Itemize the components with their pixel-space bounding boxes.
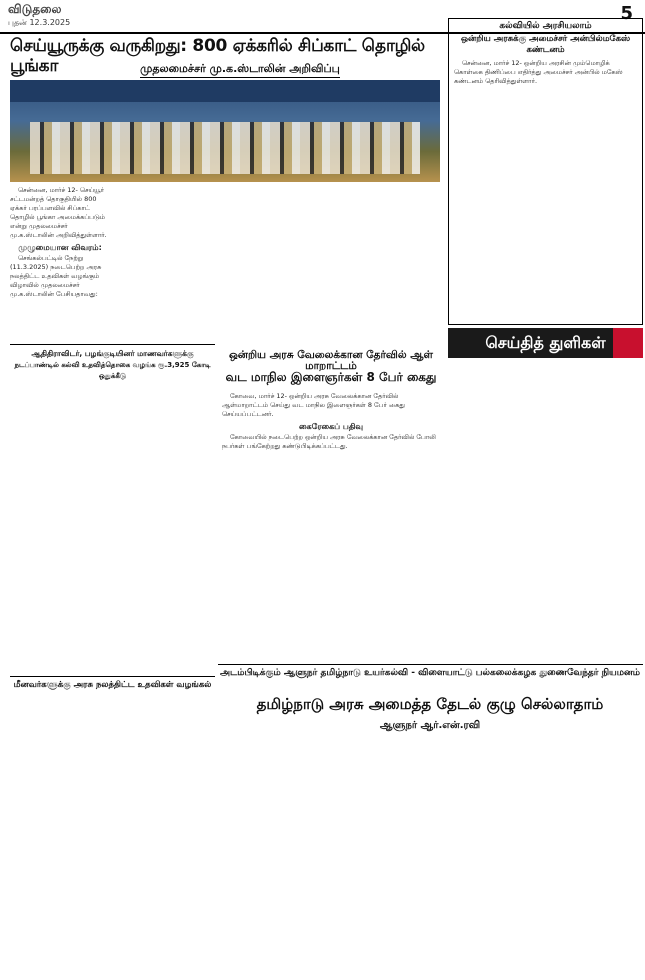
sidebar-paragraph-1: சென்னை, மார்ச் 12- ஒன்றிய அரசின் மும்மொழிக் கொள்கை திணிப்பை எதிர்த்து அமைச்சர் அன்பில் மகேஸ் கண்டனம் தெரிவித்துள்ளார். [454,59,623,85]
article1-paragraph-2: செங்கல்பட்டில் நேற்று (11.3.2025) நடைபெற்ற அரசு நலத்திட்ட உதவிகள் வழங்கும் விழாவில் முதலமைச்சர் மு.க.ஸ்டாலின் பேசியதாவது: [10,254,102,298]
sidebar-body [449,56,642,92]
center-paragraph-2: கோவையில் நடைபெற்ற ஒன்றிய அரசு வேலைக்கான தேர்வில் போலி நபர்கள் பங்கேற்றது கண்டுபிடிக்கப்பட்டது. [222,433,436,450]
divider [10,676,215,677]
article2-headline: ஆதிதிராவிடர், பழங்குடியினர் மாணவர்களுக்கு [31,349,194,358]
event-photo [10,80,440,182]
sidebar-article [448,18,643,325]
stage-banner [10,80,440,102]
center-column [222,392,440,454]
page-number: 5 [620,3,633,24]
article1-column [10,186,110,302]
stage-people [30,122,420,174]
center-subheadline: வட மாநில இளைஞர்கள் 8 பேர் கைது [225,370,437,384]
education-byline: ஆளுநர் ஆர்.என்.ரவி [379,720,481,731]
lead-headline: செய்யூருக்கு வருகிறது: 800 ஏக்கரில் சிப்காட் தொழில் பூங்கா [10,36,425,76]
divider [10,344,215,345]
newspaper-brand: விடுதலை [8,2,62,16]
center-headline: ஒன்றிய அரசு வேலைக்கான தேர்வில் ஆள் மாறாட்டம் [228,349,434,372]
center-subheading: கைரேகைப் பதிவு [298,422,364,431]
news-briefs-banner [448,328,643,358]
sidebar-kicker: கல்வியில் அரசியலாம் [499,21,592,31]
article3-headline: மீனவர்களுக்கு அரசு நலத்திட்ட உதவிகள் வழங்கல் [13,680,212,690]
issue-date: புதன் 12.3.2025 [8,18,71,27]
education-headline: அடம்பிடிக்கும் ஆளுநர் தமிழ்நாடு உயர்கல்வி - விளையாட்டு பல்கலைக்கழக துணைவேந்தர் நியமனம் [220,668,640,678]
news-briefs-label: செய்தித் துளிகள் [485,333,606,352]
divider [218,664,643,665]
center-paragraph-1: கோவை, மார்ச் 12- ஒன்றிய அரசு வேலைக்கான தேர்வில் ஆள்மாறாட்டம் செய்து வட மாநில இளைஞர்கள் 8 பேர் கைது செய்யப்பட்டனர். [222,392,405,418]
article1-subheading: முழுமையான விவரம்: [18,243,102,252]
banner-accent [613,328,643,358]
sidebar-headline: ஒன்றிய அரசுக்கு அமைச்சர் அன்பில்மகேஸ் கண்டனம் [460,34,631,55]
lead-subheadline: முதலமைச்சர் மு.க.ஸ்டாலின் அறிவிப்பு [140,62,340,78]
education-big-headline: தமிழ்நாடு அரசு அமைத்த தேடல் குழு செல்லாதாம் [256,695,604,713]
article2-subheadline: நடப்பாண்டில் கல்வி உதவித்தொகை வழங்க ரூ.3,925 கோடி ஒதுக்கீடு [14,361,211,380]
article1-paragraph-1: சென்னை, மார்ச் 12- செய்யூர் சட்டமன்றத் தொகுதியில் 800 ஏக்கர் பரப்பளவில் சிப்காட் தொழில் பூங்கா அமைக்கப்படும் என்று முதலமைச்சர் மு.க.ஸ்டாலின் அறிவித்துள்ளார். [10,186,107,239]
